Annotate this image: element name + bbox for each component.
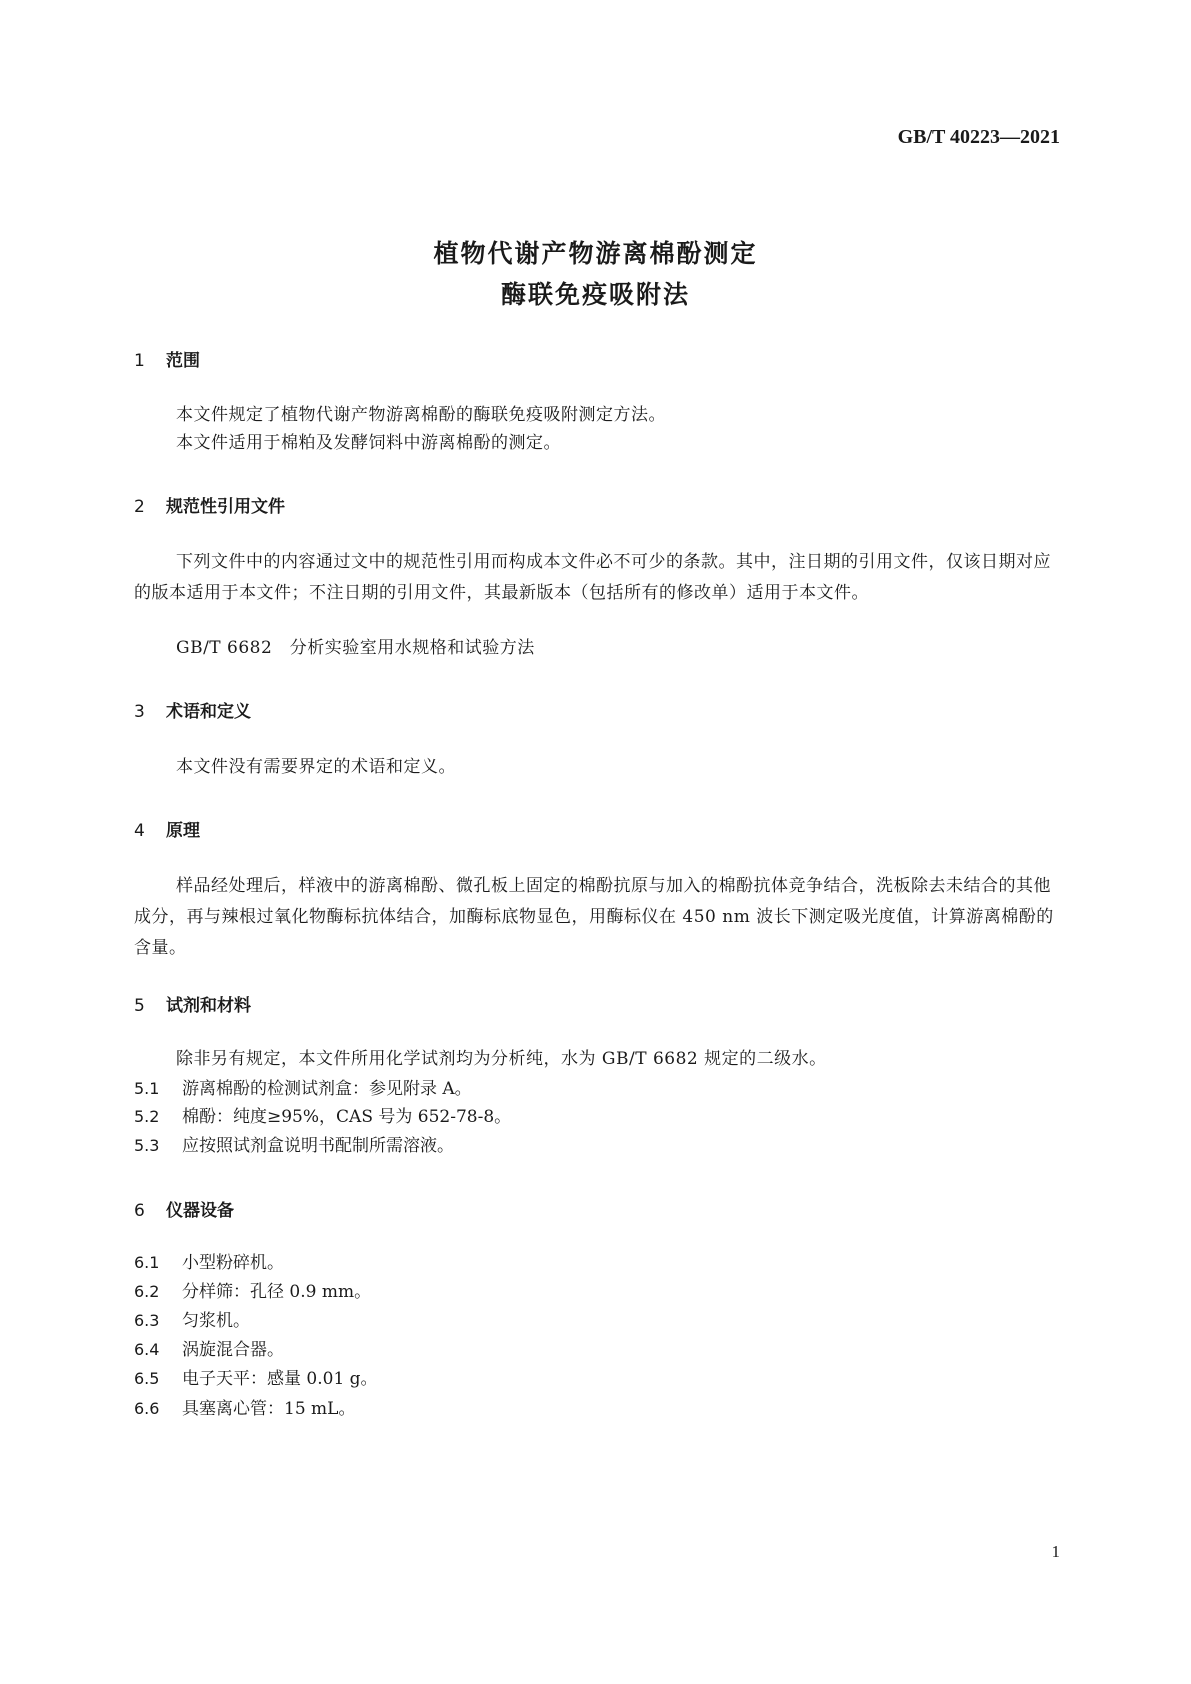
item-text: 涡旋混合器。 <box>182 1340 284 1360</box>
section-title: 范围 <box>166 351 200 371</box>
list-item <box>134 1365 378 1393</box>
section-heading-principle <box>134 816 200 841</box>
item-text: 分样筛：孔径 0.9 mm。 <box>182 1282 372 1302</box>
reference-gbt6682: GB/T 6682 分析实验室用水规格和试验方法 <box>176 638 535 658</box>
principle-paragraph: 样品经处理后，样液中的游离棉酚、微孔板上固定的棉酚抗原与加入的棉酚抗体竞争结合，洗板除去未结合的其他成分，再与辣根过氧化物酶标抗体结合，加酶标底物显色，用酶标仪在 450 nm 波长下测定吸光度值，计算游离棉酚的含量。 <box>134 876 1054 958</box>
section-heading-reagents <box>134 991 251 1016</box>
section-heading-normative-references <box>134 492 285 517</box>
document-title-line1: 植物代谢产物游离棉酚测定 <box>433 239 758 268</box>
standard-number: GB/T 40223—2021 <box>897 126 1060 148</box>
section-number: 3 <box>134 702 145 722</box>
section-number: 6 <box>134 1201 145 1221</box>
item-text: 棉酚：纯度≥95%，CAS 号为 652-78-8。 <box>182 1107 512 1127</box>
references-paragraph: 下列文件中的内容通过文中的规范性引用而构成本文件必不可少的条款。其中，注日期的引用文件，仅该日期对应的版本适用于本文件；不注日期的引用文件，其最新版本（包括所有的修改单）适用于本文件。 <box>134 552 1051 603</box>
scope-paragraph-2: 本文件适用于棉粕及发酵饲料中游离棉酚的测定。 <box>176 433 561 453</box>
section-heading-scope <box>134 346 200 371</box>
list-item <box>134 1075 472 1103</box>
list-item <box>134 1395 355 1423</box>
item-text: 小型粉碎机。 <box>182 1253 284 1273</box>
section-number: 5 <box>134 996 145 1016</box>
section-number: 1 <box>134 351 145 371</box>
item-text: 具塞离心管：15 mL。 <box>182 1399 356 1419</box>
item-text: 应按照试剂盒说明书配制所需溶液。 <box>182 1136 454 1156</box>
item-number: 5.2 <box>134 1107 160 1126</box>
list-item <box>134 1103 511 1131</box>
item-number: 6.1 <box>134 1253 160 1272</box>
item-text: 匀浆机。 <box>182 1311 250 1331</box>
section-number: 2 <box>134 497 145 517</box>
section-title: 原理 <box>166 821 200 841</box>
list-item <box>134 1278 371 1306</box>
item-number: 5.3 <box>134 1136 160 1155</box>
item-number: 6.4 <box>134 1340 160 1359</box>
list-item <box>134 1249 284 1277</box>
item-text: 游离棉酚的检测试剂盒：参见附录 A。 <box>182 1079 472 1099</box>
list-item <box>134 1336 284 1364</box>
item-number: 6.2 <box>134 1282 160 1301</box>
item-number: 5.1 <box>134 1079 160 1098</box>
item-text: 电子天平：感量 0.01 g。 <box>182 1369 378 1389</box>
page-number: 1 <box>1051 1542 1060 1561</box>
section-number: 4 <box>134 821 145 841</box>
list-item <box>134 1132 454 1160</box>
section-title: 仪器设备 <box>166 1201 234 1221</box>
section-title: 试剂和材料 <box>166 996 251 1016</box>
list-item <box>134 1307 250 1335</box>
item-number: 6.5 <box>134 1369 160 1388</box>
item-number: 6.3 <box>134 1311 160 1330</box>
section-heading-terms <box>134 697 251 722</box>
reagents-paragraph: 除非另有规定，本文件所用化学试剂均为分析纯，水为 GB/T 6682 规定的二级水。 <box>176 1049 827 1069</box>
section-heading-apparatus <box>134 1196 234 1221</box>
section-title: 规范性引用文件 <box>166 497 285 517</box>
item-number: 6.6 <box>134 1399 160 1418</box>
scope-paragraph-1: 本文件规定了植物代谢产物游离棉酚的酶联免疫吸附测定方法。 <box>176 405 666 425</box>
terms-paragraph: 本文件没有需要界定的术语和定义。 <box>176 757 456 777</box>
section-title: 术语和定义 <box>166 702 251 722</box>
document-title-line2: 酶联免疫吸附法 <box>500 280 690 309</box>
